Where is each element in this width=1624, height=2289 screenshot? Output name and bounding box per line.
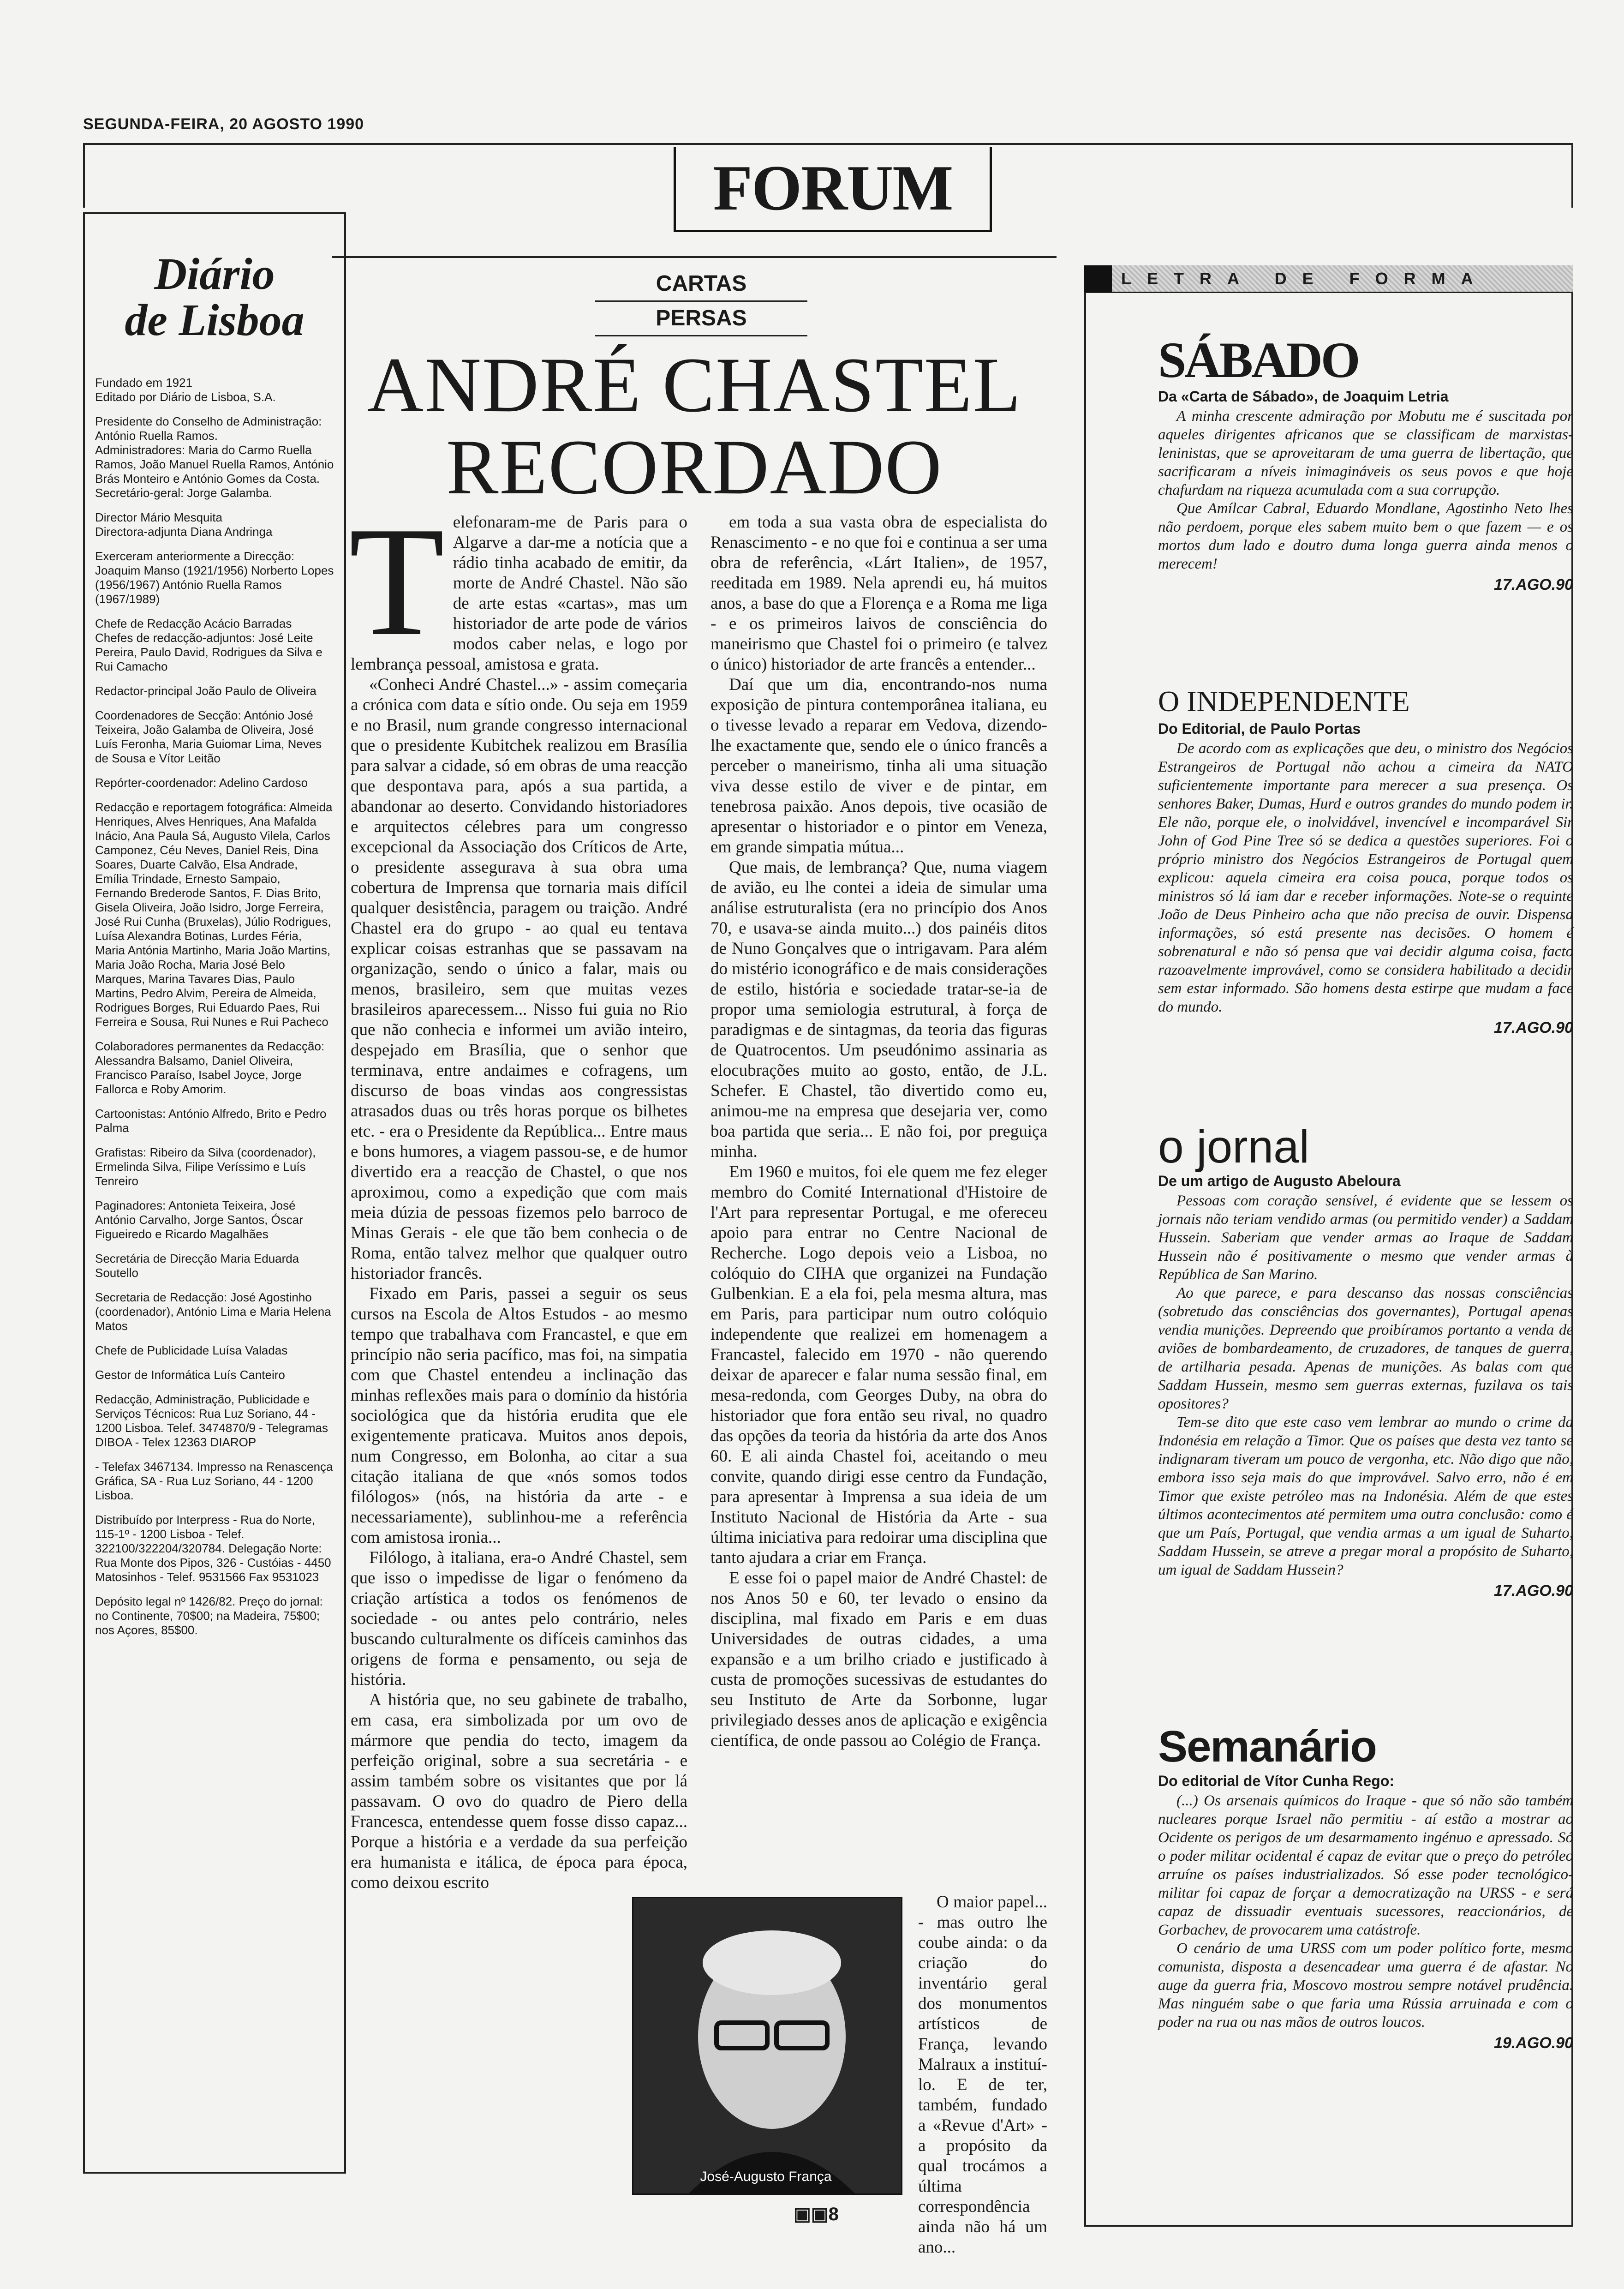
article-column-2-end [918,1892,1047,2257]
publication-logo: o jornal [1158,1121,1309,1173]
excerpt-paragraph: O cenário de uma URSS com um poder político forte, mesmo comunista, disposta a desencadear uma guerra é de afastar. No auge da guerra fria, Moscovo mostrou sempre notável prudência. Mas ninguém sabe o que faria uma Rússia arruinada e com o poder na rua ou nas mãos de outros loucos. [1158,1940,1573,2031]
staff-entry: - Telefax 3467134. Impresso na Renascença Gráfica, SA - Rua Luz Soriano, 44 - 1200 Lisboa. [95,1460,333,1502]
drop-cap: T [349,494,445,668]
staff-entry: Gestor de Informática Luís Canteiro [95,1368,285,1382]
staff-entry: Paginadores: Antonieta Teixeira, José António Carvalho, Jorge Santos, Óscar Figueiredo e Ricardo Magalhães [95,1198,303,1241]
excerpt-date: 19.AGO.90 [1494,2034,1573,2052]
article-paragraph: O maior papel... - mas outro lhe coube ainda: o da criação do inventário geral dos monumentos artísticos de França, levando Malraux a instituí-lo. E de ter, também, fundado a «Revue d'Art» - a propósito da qual trocámos a última correspondência ainda não há um ano... [918,1893,1047,2257]
excerpt-paragraph: (...) Os arsenais químicos do Iraque - que só não são também nucleares porque Israel não permitiu - aí estão a mostrar ao Ocidente os perigos de um desarmamento ingénuo e apressado. Só o poder militar ocidental é capaz de evitar que o preço do petróleo arruíne os países industrializados. Só esse poder tecnológico-militar foi capaz de forçar a democratização na URSS - e será capaz de dissuadir eventuais sucessores, reaccionários, de Gorbachev, de provocarem uma catástrofe. [1158,1792,1573,1938]
press-excerpt [1158,332,1573,594]
logo-line-1: Diário [154,249,275,299]
headline-line-1: ANDRÉ CHASTEL [367,342,1022,428]
excerpt-source: Da «Carta de Sábado», de Joaquim Letria [1158,388,1449,405]
article-paragraph: em toda a sua vasta obra de especialista do Renascimento - e no que foi e continua a ser uma obra de referência, «Lárt Italien», de 1957, reeditada em 1989. Nela aprendi eu, há muitos anos, a base do que a Florença e a Roma me liga - e os primeiros laivos de consciência do maneirismo que Chastel foi o primeiro (e talvez o único) historiador de arte francês a entender... [710,513,1047,674]
article-kicker [595,270,807,339]
logo-line-2: de Lisboa [125,295,304,345]
article-paragraph: Fixado em Paris, passei a seguir os seus cursos na Escola de Altos Estudos - ao mesmo tempo que trabalhava com Francastel, e que em princípio não seria pacífico, mas foi, na simpatia com que Chastel entendeu a inclinação das minhas reflexões mais para o domínio da história sociológica que da história erudita que ele exigentemente praticava. Muitos anos depois, num Congresso, em Bolonha, ao citar a sua citação italiana de que «nós somos todos filólogos» (nós, na história da arte - e necessariamente), sublinhou-me a referência com amistosa ironia... [351,1284,687,1547]
staff-entry: Fundado em 1921 Editado por Diário de Lisboa, S.A. [95,376,276,404]
staff-entry: Cartoonistas: António Alfredo, Brito e Pedro Palma [95,1107,327,1135]
article-paragraph: Filólogo, à italiana, era-o André Chastel, sem que isso o impedisse de ligar o fenómeno da criação artística a todos os fenómenos de sociedade - ou antes pelo contrário, neles buscando culturalmente os difíceis caminhos das origens de forma e pensamento, ou seja de história. [351,1548,687,1689]
excerpt-date: 17.AGO.90 [1494,576,1573,593]
excerpt-paragraph: A minha crescente admiração por Mobutu me é suscitada por aqueles dirigentes africanos que se classificam de marxistas-leninistas, que se aproveitaram de uma guerra de libertação, que sacrificaram a níveis inimagináveis os seus povos e que hoje chafurdam na riqueza acumulada com a sua corrupção. [1158,408,1573,498]
staff-entry: Redactor-principal João Paulo de Oliveira [95,684,316,698]
issue-date: SEGUNDA-FEIRA, 20 AGOSTO 1990 [83,115,364,133]
staff-entry: Exerceram anteriormente a Direcção: Joaquim Manso (1921/1956) Norberto Lopes (1956/1967) António Ruella Ramos (1967/1989) [95,549,334,606]
publication-logo: SÁBADO [1158,332,1359,388]
press-excerpt [1158,1121,1573,1600]
excerpt-paragraph: Tem-se dito que este caso vem lembrar ao mundo o crime da Indonésia em relação a Timor. Que os países que desta vez tanto se indignaram tiveram um pouco de vergonha, etc. Não digo que não, embora isso seja mais do que improvável. Salvo erro, não é em Timor que existe petróleo mas na Indonésia. Além de que estes últimos acontecimentos até permitem uma outra conclusão: como é que um País, Portugal, que vendia armas a um igual de Suharto, Saddam Hussein, se atreve a pregar moral a propósito de Suharto, um igual de Saddam Hussein? [1158,1414,1573,1578]
staff-list [95,376,334,1637]
kicker-line-1: CARTAS [656,271,747,296]
article-paragraph: Em 1960 e muitos, foi ele quem me fez eleger membro do Comité International d'Histoire de l'Art para representar Portugal, e me ofereceu apoio para entrar no Centre Nacional de Recherche. Logo depois veio a Lisboa, no colóquio do CIHA que organizei na Fundação Gulbenkian. E a ela foi, pela mesma altura, mas em Paris, para participar num outro colóquio independente que realizei em homenagem a Francastel, falecido em 1970 - não querendo deixar de aparecer e falar numa sessão final, em mesa-redonda, com Georges Duby, na obra do historiador que fora então seu rival, no quadro das opções da teoria da história da arte dos Anos 60. E ali ainda Chastel foi, aceitando o meu convite, quando dirigi esse centro da Fundação, para apresentar à Imprensa a sua ideia de um Instituto Nacional de História da Arte - sua última iniciativa para redoirar uma disciplina que tanto ajudara a criar em França. [710,1162,1047,1567]
excerpt-paragraph: Ao que parece, e para descanso das nossas consciências (sobretudo das consciências dos governantes), Portugal apenas vendia munições. Depreendo que proibíramos portanto a venda de aviões de bombardeamento, de cruzadores, de tanques de guerra, de artilharia pesada. Apenas de munições. As balas com que Saddam Hussein, mesmo sem guerras externas, fuzilava os tais opositores? [1158,1285,1573,1412]
staff-entry: Colaboradores permanentes da Redacção: Alessandra Balsamo, Daniel Oliveira, Francisco Paraíso, Isabel Joyce, Jorge Fallorca e Roby Amorim. [95,1039,325,1096]
article-paragraph: Daí que um dia, encontrando-nos numa exposição de pintura contemporânea italiana, eu o tivesse levado a reparar em Vedova, dizendo-lhe exactamente que, sendo ele o único francês a perceber o maneirismo, tinha ali uma situação viva desse estilo de viver e de pintar, em tenebrosa paixão. Anos depois, tive ocasião de apresentar o historiador e o pintor em Veneza, em grande simpatia mútua... [710,675,1047,857]
excerpt-source: Do Editorial, de Paulo Portas [1158,720,1361,737]
excerpt-paragraph: Que Amílcar Cabral, Eduardo Mondlane, Agostinho Neto lhes não perdoem, porque eles sabem muito bem o que fazem — e os mortos dum lado e doutro duma longa guerra ainda menos o merecem! [1158,500,1573,572]
excerpt-text [1158,407,1573,573]
staff-entry: Coordenadores de Secção: António José Teixeira, João Galamba de Oliveira, José Luís Feronha, Maria Guiomar Lima, Neves de Sousa e Vítor Leitão [95,708,322,765]
staff-entry: Redacção, Administração, Publicidade e Serviços Técnicos: Rua Luz Soriano, 44 - 1200 Lisboa. Telef. 3474870/9 - Telegramas DIBOA - Telex 12363 DIAROP [95,1392,328,1449]
headline-line-2: RECORDADO [446,424,943,510]
press-excerpt [1158,683,1573,1037]
staff-entry: Presidente do Conselho de Administração: António Ruella Ramos. Administradores: Maria do Carmo Ruella Ramos, João Manuel Ruella Ramos, António Brás Monteiro e António Gomes da Costa. Secretário-geral: Jorge Galamba. [95,414,334,500]
newspaper-logo [95,251,334,343]
article-paragraph: Que mais, de lembrança? Que, numa viagem de avião, eu lhe contei a ideia de simular uma análise estruturalista (era no princípio dos Anos 70, e usava-se ainda muito...) dos painéis ditos de Nuno Gonçalves que o intrigavam. Para além do mistério iconográfico e de mais considerações de estilo, história e sociedade tratar-se-ia de propor uma semiologia estrutural, à força de paradigmas e de sintagmas, da teoria das figuras de Quatrocentos. Um pseudónimo assinaria as elocubrações muito ao gosto, então, de J.L. Schefer. E Chastel, tão divertido como eu, animou-me na empresa que desejaria ver, como boa partida que seria... E não foi, por preguiça minha. [710,858,1047,1161]
staff-entry: Secretaria de Redacção: José Agostinho (coordenador), António Lima e Maria Helena Matos [95,1290,331,1333]
article-headline [332,344,1057,508]
masthead-box [83,212,346,2174]
excerpt-date: 17.AGO.90 [1494,1019,1573,1037]
photo-caption: José-Augusto França [700,2169,832,2184]
press-excerpt [1158,1721,1573,2052]
excerpt-source: De um artigo de Augusto Abeloura [1158,1173,1401,1189]
author-photo [632,1897,902,2195]
excerpt-source: Do editorial de Vítor Cunha Rego: [1158,1773,1395,1789]
excerpt-text [1158,1192,1573,1579]
staff-entry: Director Mário Mesquita Directora-adjunta Diana Andringa [95,510,273,539]
staff-entry: Chefe de Redacção Acácio Barradas Chefes de redacção-adjuntos: José Leite Pereira, Paulo David, Rodrigues da Silva e Rui Camacho [95,617,322,673]
article-paragraph: E esse foi o papel maior de André Chastel: de nos Anos 50 e 60, ter levado o ensino da disciplina, mal fixado em Paris e em duas Universidades de outras cidades, a uma expansão e a um brilho criado e justificado à custa de promoções sucessivas de estudantes do seu Instituto de Arte da Sorbonne, lugar privilegiado desses anos de aplicação e exigência científica, de onde passou ao Colégio de França. [710,1569,1047,1750]
excerpt-text [1158,1792,1573,2031]
staff-entry: Depósito legal nº 1426/82. Preço do jornal: no Continente, 70$00; na Madeira, 75$00; nos Açores, 85$00. [95,1594,323,1637]
publication-logo: Semanário [1158,1722,1376,1771]
section-title: FORUM [674,147,992,232]
staff-entry: Redacção e reportagem fotográfica: Almeida Henriques, Alves Henriques, Ana Mafalda Inácio, Ana Paula Sá, Augusto Vilela, Carlos Camponez, Céu Neves, Daniel Reis, Dina Soares, Duarte Calvão, Elsa Andrade, Emília Trindade, Ernesto Sampaio, Fernando Brederode Santos, F. Dias Brito, Gisela Oliveira, João Isidro, Jorge Ferreira, José Rui Cunha (Bruxelas), Júlio Rodrigues, Luísa Alexandra Botinas, Lurdes Féria, Maria Antónia Martinho, Maria João Martins, Maria João Rocha, Maria José Belo Marques, Marina Tavares Dias, Paulo Martins, Pedro Alvim, Pereira de Almeida, Rodrigues Borges, Rui Eduardo Paes, Rui Ferreira e Sousa, Rui Nunes e Rui Pacheco [95,800,333,1029]
dl-icon: ▣▣ [794,2204,829,2224]
letra-de-forma-header: LETRA DE FORMA [1084,265,1573,293]
staff-entry: Repórter-coordenador: Adelino Cardoso [95,776,308,790]
article-top-rule [332,256,1057,258]
staff-entry: Chefe de Publicidade Luísa Valadas [95,1343,288,1357]
publication-logo: O INDEPENDENTE [1158,685,1410,718]
staff-entry: Secretária de Direcção Maria Eduarda Soutello [95,1252,299,1280]
staff-entry: Distribuído por Interpress - Rua do Norte, 115-1º - 1200 Lisboa - Telef. 322100/322204/320784. Delegação Norte: Rua Monte dos Pipos, 326 - Custóias - 4450 Matosinhos - Telef. 9531566 Fax 9531023 [95,1513,331,1584]
excerpt-text [1158,739,1573,1016]
kicker-line-2: PERSAS [656,306,747,330]
page-number: ▣▣8 [794,2204,839,2224]
staff-entry: Grafistas: Ribeiro da Silva (coordenador), Ermelinda Silva, Filipe Veríssimo e Luís Tenreiro [95,1145,316,1188]
article-column-2 [710,512,1047,1888]
article-paragraph: A história que, no seu gabinete de trabalho, em casa, era simbolizada por um ovo de mármore que pendia do tecto, imagem da perfeição original, sobre a sua secretária - e assim também sobre os visitantes que por lá passavam. O ovo do quadro de Piero della Francesca, entendesse quem fosse disso capaz... Porque a história e a verdade da sua perfeição era humanista e itálica, de época para época, como deixou escrito [351,1690,687,1892]
article-lead: elefonaram-me de Paris para o Algarve a dar-me a notícia que a rádio tinha acabado de emitir, da morte de André Chastel. Não são de arte estas «cartas», mas um historiador de arte pode de vários modos caber nelas, e logo por lembrança pessoal, amistosa e grata. [351,513,687,674]
excerpt-date: 17.AGO.90 [1494,1582,1573,1600]
excerpt-paragraph: Pessoas com coração sensível, é evidente que se lessem os jornais não teriam vendido armas (ou permitido vender) a Saddam Hussein. Saberiam que vender armas ao Iraque de Saddam Hussein não é positivamente o mesmo que vender armas à República de San Marino. [1158,1192,1573,1283]
excerpt-paragraph: De acordo com as explicações que deu, o ministro dos Negócios Estrangeiros de Portugal não achou a cimeira da NATO suficientemente importante para merecer a sua presença. Os senhores Baker, Dumas, Hurd e outros grandes do mundo podem ir. Ele não, porque ele, o inolvidável, invencível e incomparável Sir John of God Pine Tree só se dedica a questões superiores. Foi o próprio ministro dos Negócios Estrangeiros de Portugal quem explicou: aquela cimeira era coisa pouca, porque todos os ministros só lá iam dar e receber informações. Note-se o requinte João de Deus Pinheiro acha que não precisa de ouvir. Dispensa informações, só está presente nas decisões. O homem é sobrenatural e não só pensa que vai decidir alguma coisa, facto razoavelmente improvável, como se considera habilitado a decidir sem estar informado. São homens desta estirpe que mudam a face do mundo. [1158,740,1573,1015]
article-paragraph: «Conheci André Chastel...» - assim começaria a crónica com data e sítio onde. Ou seja em 1959 e no Brasil, num grande congresso internacional que o presidente Kubitchek realizou em Brasília para salvar a cidade, só em obras de uma reacção que despontava para, após a sua partida, a abandonar ao deserto. Convidando historiadores e arquitectos célebres para um congresso excepcional da Associação dos Críticos de Arte, o presidente assegurava à sua obra uma cobertura de Imprensa que tornaria mais difícil qualquer desistência, paragem ou traição. André Chastel era do grupo - ao qual eu tentava explicar coisas estranhas que se passavam na organização, sendo o único a falar, mais ou menos, brasileiro, sem que muitas vezes brasileiros aparecessem... Nisso fui guia no Rio que não conhecia e informei um avião inteiro, despejado em Brasília, que o senhor que terminava, entre andaimes e cofragens, um discurso de boas vindas aos congressistas atrasados duas ou três horas porque os bilhetes etc. - era o Presidente da República... Entre maus e bons humores, a viagem passou-se, e de humor divertido era a reacção de Chastel, o que nos aproximou, como a expedição que com mais meia dúzia de pessoas fizemos pelo barroco de Minas Gerais - ele que tão bem conhecia o de Roma, então talvez melhor que qualquer outro historiador francês. [351,675,687,1283]
